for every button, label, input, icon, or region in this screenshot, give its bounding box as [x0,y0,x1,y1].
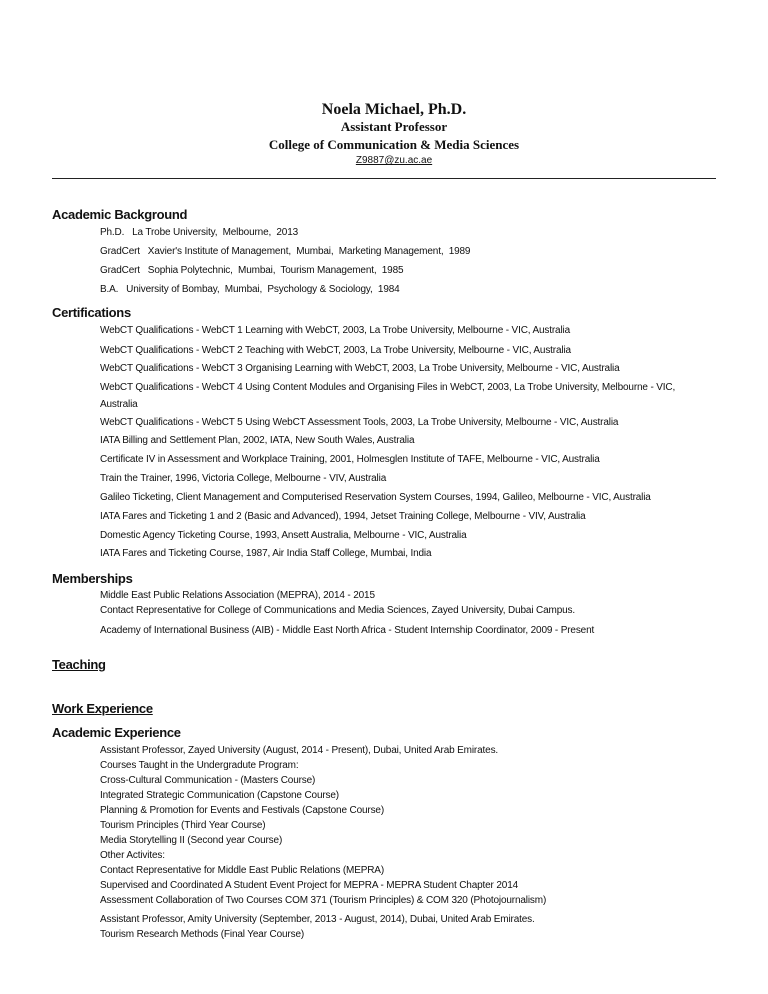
section-heading-work-experience: Work Experience [52,701,153,716]
list-item: Assessment Collaboration of Two Courses COM 371 (Tourism Principles) & COM 320 (Photojournalism) [100,895,547,906]
list-item: Certificate IV in Assessment and Workplace Training, 2001, Holmesglen Institute of TAFE, Melbourne - VIC, Australia [100,454,600,465]
list-item: Train the Trainer, 1996, Victoria College, Melbourne - VIV, Australia [100,473,387,484]
list-item: Tourism Research Methods (Final Year Course) [100,929,305,940]
email-link[interactable]: Z9887@zu.ac.ae [355,155,433,166]
list-item: Cross-Cultural Communication - (Masters Course) [100,775,316,786]
list-item: Australia [100,399,138,410]
list-item: WebCT Qualifications - WebCT 1 Learning with WebCT, 2003, La Trobe University, Melbourne - VIC, Australia [100,325,571,336]
list-item: Planning & Promotion for Events and Festivals (Capstone Course) [100,805,385,816]
candidate-name: Noela Michael, Ph.D. [321,101,467,118]
list-item: B.A. University of Bombay, Mumbai, Psychology & Sociology, 1984 [100,284,400,295]
section-heading-memberships: Memberships [52,571,133,586]
position-title: Assistant Professor [340,119,448,134]
list-item: Tourism Principles (Third Year Course) [100,820,266,831]
list-item: Ph.D. La Trobe University, Melbourne, 2013 [100,227,299,238]
list-item: GradCert Sophia Polytechnic, Mumbai, Tourism Management, 1985 [100,265,404,276]
list-item: Integrated Strategic Communication (Capstone Course) [100,790,339,801]
list-item: Courses Taught in the Undergradute Program: [100,760,299,771]
list-item: Media Storytelling II (Second year Course) [100,835,283,846]
header-divider [52,178,716,179]
section-heading-academic-experience: Academic Experience [52,725,181,740]
list-item: Assistant Professor, Amity University (September, 2013 - August, 2014), Dubai, United Arab Emirates. [100,914,535,925]
list-item: WebCT Qualifications - WebCT 4 Using Content Modules and Organising Files in WebCT, 2003, La Trobe University, Melbourne - VIC, [100,382,676,393]
list-item: IATA Billing and Settlement Plan, 2002, IATA, New South Wales, Australia [100,435,415,446]
section-heading-certifications: Certifications [52,305,131,320]
list-item: Contact Representative for Middle East Public Relations (MEPRA) [100,865,385,876]
list-item: Middle East Public Relations Association (MEPRA), 2014 - 2015 [100,590,375,601]
list-item: Galileo Ticketing, Client Management and Computerised Reservation System Courses, 1994, Galileo, Melbourne - VIC, Australia [100,492,651,503]
list-item: WebCT Qualifications - WebCT 5 Using WebCT Assessment Tools, 2003, La Trobe University, Melbourne - VIC, Australia [100,417,619,428]
list-item: WebCT Qualifications - WebCT 3 Organising Learning with WebCT, 2003, La Trobe University, Melbourne - VIC, Australia [100,363,620,374]
list-item: Domestic Agency Ticketing Course, 1993, Ansett Australia, Melbourne - VIC, Australia [100,530,467,541]
section-heading-academic-background: Academic Background [52,207,188,222]
list-item: IATA Fares and Ticketing Course, 1987, Air India Staff College, Mumbai, India [100,548,432,559]
list-item: Other Activites: [100,850,165,861]
list-item: WebCT Qualifications - WebCT 2 Teaching with WebCT, 2003, La Trobe University, Melbourne - VIC, Australia [100,345,571,356]
list-item: Contact Representative for College of Communications and Media Sciences, Zayed University, Dubai Campus. [100,605,576,616]
section-heading-teaching: Teaching [52,657,106,672]
list-item: Academy of International Business (AIB) - Middle East North Africa - Student Internship Coordinator, 2009 - Present [100,625,595,636]
college-name: College of Communication & Media Sciences [268,137,520,152]
list-item: GradCert Xavier's Institute of Management, Mumbai, Marketing Management, 1989 [100,246,471,257]
list-item: Supervised and Coordinated A Student Event Project for MEPRA - MEPRA Student Chapter 2014 [100,880,519,891]
list-item: Assistant Professor, Zayed University (August, 2014 - Present), Dubai, United Arab Emirates. [100,745,499,756]
list-item: IATA Fares and Ticketing 1 and 2 (Basic and Advanced), 1994, Jetset Training College, Melbourne - VIV, Australia [100,511,586,522]
